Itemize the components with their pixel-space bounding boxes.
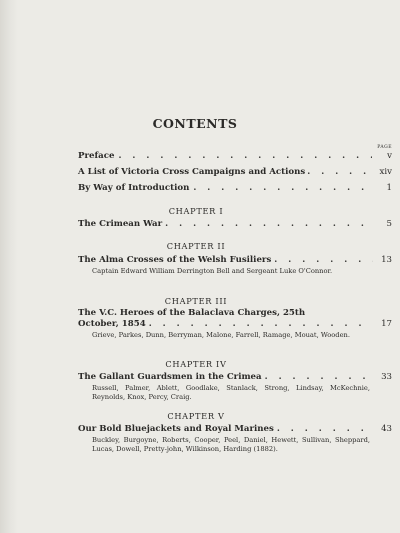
chapter-page: 17 [381, 319, 392, 329]
chapter-title: The Gallant Guardsmen in the Crimea [78, 372, 262, 382]
chapter-title-line1: The V.C. Heroes of the Balaclava Charges, 25th [78, 308, 306, 318]
chapter-heading: CHAPTER III [164, 296, 228, 306]
chapter-entry [78, 372, 392, 403]
chapter-page: 13 [381, 255, 392, 265]
toc-entry-label: A List of Victoria Cross Campaigns and Actions [78, 167, 306, 177]
dot-leader [307, 167, 374, 177]
chapter-page: 5 [386, 219, 392, 229]
chapter-recipients: Grieve, Parkes, Dunn, Berryman, Malone, Farrell, Ramage, Mouat, Wooden. [92, 331, 350, 339]
chapter-title-line2: October, 1854 [78, 319, 146, 329]
chapter-page: 33 [381, 372, 392, 382]
toc-entry-page: xiv [379, 167, 392, 177]
chapter-heading: CHAPTER V [167, 411, 225, 421]
toc-entry-vc-list [78, 167, 392, 177]
chapter-title: The Alma Crosses of the Welsh Fusiliers [78, 255, 272, 265]
chapter-page: 43 [381, 424, 392, 434]
toc-entry-label: By Way of Introduction [78, 183, 190, 193]
chapter-entry [78, 308, 392, 340]
page-title: CONTENTS [152, 116, 238, 131]
chapter-title: Our Bold Bluejackets and Royal Marines [78, 424, 274, 434]
book-spine-shadow [0, 0, 18, 533]
chapter-title: The Crimean War [78, 219, 163, 229]
dot-leader [193, 183, 372, 193]
chapter-heading: CHAPTER II [166, 241, 226, 251]
dot-leader [277, 424, 373, 434]
toc-entry-preface [78, 151, 392, 161]
toc-entry-introduction [78, 183, 392, 193]
chapter-recipients: Captain Edward William Derrington Bell and Sergeant Luke O'Connor. [92, 267, 333, 275]
chapter-entry [78, 219, 392, 229]
dot-leader [274, 255, 373, 265]
dot-leader [149, 319, 373, 329]
toc-entry-page: 1 [386, 183, 392, 193]
chapter-heading: CHAPTER I [168, 206, 224, 216]
page-column-header: PAGE [377, 145, 392, 150]
dot-leader [165, 219, 373, 229]
chapter-recipients: Buckley, Burgoyne, Roberts, Cooper, Peel, Daniel, Hewett, Sullivan, Sheppard, Lucas, Dowell, Pretty-john, Wilkinson, Harding (1882). [92, 436, 370, 454]
toc-entry-label: Preface [78, 151, 115, 161]
toc-entry-page: v [387, 151, 392, 161]
chapter-heading: CHAPTER IV [165, 359, 227, 369]
chapter-recipients: Russell, Palmer, Ablett, Goodlake, Stanlack, Strong, Lindsay, McKechnie, Reynolds, Knox, Percy, Craig. [92, 384, 370, 402]
contents-page [70, 0, 392, 533]
dot-leader [265, 372, 373, 382]
chapter-entry [78, 424, 392, 455]
dot-leader [118, 151, 372, 161]
chapter-entry [78, 255, 392, 276]
